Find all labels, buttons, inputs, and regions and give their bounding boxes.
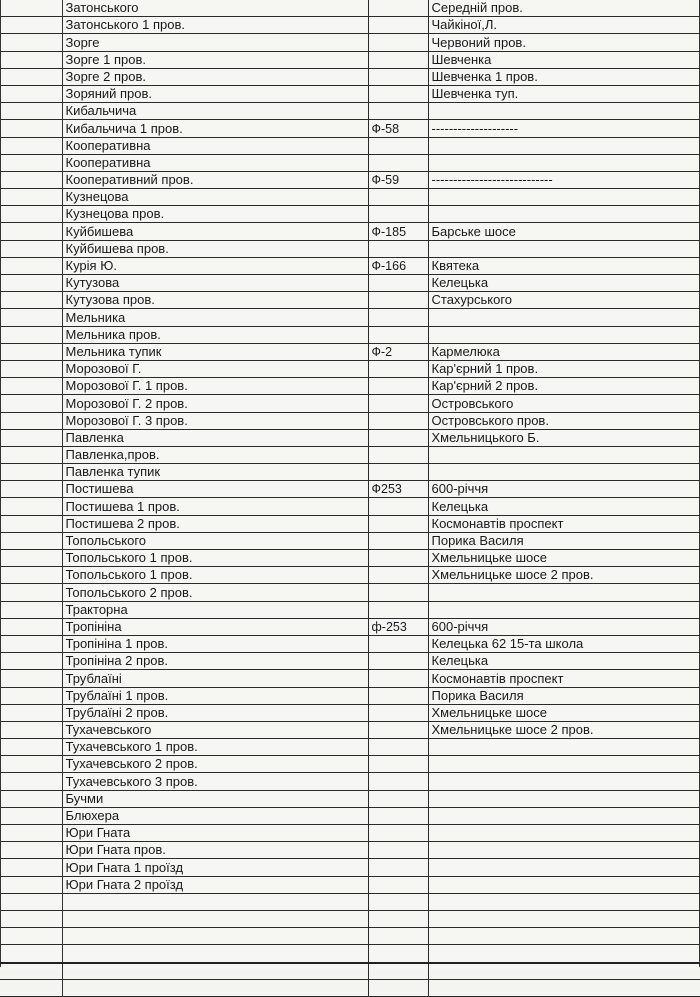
street-name-cell: Кооперативна — [62, 154, 368, 171]
table-row — [0, 584, 700, 601]
code-cell: Ф-58 — [368, 120, 428, 137]
row-number-cell — [0, 378, 62, 395]
table-row — [0, 601, 700, 618]
table-row — [0, 704, 700, 721]
linked-street-cell: Хмельницьке шосе — [428, 550, 700, 567]
code-cell: ф-253 — [368, 618, 428, 635]
street-name-cell: Затонського 1 пров. — [62, 17, 368, 34]
row-number-cell — [0, 653, 62, 670]
table-row — [0, 137, 700, 154]
code-cell — [368, 103, 428, 120]
code-cell — [368, 446, 428, 463]
table-row — [0, 309, 700, 326]
table-row — [0, 825, 700, 842]
linked-street-cell — [428, 825, 700, 842]
linked-street-cell: -------------------- — [428, 120, 700, 137]
linked-street-cell: Келецька — [428, 498, 700, 515]
linked-street-cell: Середній пров. — [428, 0, 700, 17]
row-number-cell — [0, 635, 62, 652]
table-row — [0, 378, 700, 395]
table-row — [0, 756, 700, 773]
linked-street-cell — [428, 807, 700, 824]
code-cell — [368, 807, 428, 824]
table-row — [0, 257, 700, 274]
street-name-cell: Зорге 1 пров. — [62, 51, 368, 68]
linked-street-cell — [428, 601, 700, 618]
code-cell — [368, 842, 428, 859]
row-number-cell — [0, 928, 62, 945]
row-number-cell — [0, 618, 62, 635]
table-row — [0, 395, 700, 412]
linked-street-cell — [428, 928, 700, 945]
row-number-cell — [0, 223, 62, 240]
street-name-cell: Тухачевського — [62, 721, 368, 738]
table-row — [0, 670, 700, 687]
street-name-cell: Постишева 1 пров. — [62, 498, 368, 515]
table-row — [0, 910, 700, 927]
row-number-cell — [0, 962, 62, 979]
linked-street-cell: Червоний пров. — [428, 34, 700, 51]
row-number-cell — [0, 876, 62, 893]
table-row — [0, 464, 700, 481]
code-cell — [368, 704, 428, 721]
linked-street-cell — [428, 326, 700, 343]
row-number-cell — [0, 103, 62, 120]
code-cell — [368, 412, 428, 429]
linked-street-cell: Кар'єрний 1 пров. — [428, 360, 700, 377]
linked-street-cell: Шевченка 1 пров. — [428, 68, 700, 85]
table-row — [0, 292, 700, 309]
code-cell — [368, 550, 428, 567]
code-cell — [368, 532, 428, 549]
code-cell — [368, 773, 428, 790]
linked-street-cell — [428, 979, 700, 996]
table-row — [0, 790, 700, 807]
linked-street-cell — [428, 137, 700, 154]
street-name-cell: Мельника — [62, 309, 368, 326]
code-cell — [368, 825, 428, 842]
linked-street-cell: Хмельницьке шосе 2 пров. — [428, 721, 700, 738]
row-number-cell — [0, 584, 62, 601]
code-cell — [368, 601, 428, 618]
row-number-cell — [0, 790, 62, 807]
code-cell — [368, 275, 428, 292]
row-number-cell — [0, 0, 62, 17]
table-row — [0, 223, 700, 240]
table-row — [0, 945, 700, 962]
row-number-cell — [0, 515, 62, 532]
street-name-cell: Куйбишева пров. — [62, 240, 368, 257]
code-cell — [368, 0, 428, 17]
code-cell — [368, 34, 428, 51]
code-cell: Ф253 — [368, 481, 428, 498]
street-name-cell: Тропініна — [62, 618, 368, 635]
linked-street-cell — [428, 739, 700, 756]
row-number-cell — [0, 979, 62, 996]
bottom-rule — [0, 962, 700, 964]
linked-street-cell — [428, 876, 700, 893]
linked-street-cell — [428, 910, 700, 927]
linked-street-cell: Квятека — [428, 257, 700, 274]
street-name-cell: Топольського 1 пров. — [62, 550, 368, 567]
row-number-cell — [0, 343, 62, 360]
row-number-cell — [0, 85, 62, 102]
code-cell — [368, 378, 428, 395]
linked-street-cell: Островського пров. — [428, 412, 700, 429]
row-number-cell — [0, 825, 62, 842]
table-row — [0, 550, 700, 567]
code-cell — [368, 515, 428, 532]
row-number-cell — [0, 154, 62, 171]
street-name-cell: Топольського 2 пров. — [62, 584, 368, 601]
linked-street-cell — [428, 842, 700, 859]
street-name-cell: Павленка,пров. — [62, 446, 368, 463]
code-cell — [368, 653, 428, 670]
code-cell — [368, 584, 428, 601]
linked-street-cell: 600-річчя — [428, 481, 700, 498]
table-row — [0, 34, 700, 51]
street-name-cell: Зоряний пров. — [62, 85, 368, 102]
code-cell — [368, 309, 428, 326]
table-row — [0, 429, 700, 446]
row-number-cell — [0, 395, 62, 412]
linked-street-cell: 600-річчя — [428, 618, 700, 635]
linked-street-cell: Келецька — [428, 653, 700, 670]
code-cell — [368, 240, 428, 257]
code-cell — [368, 962, 428, 979]
street-name-cell: Морозової Г. — [62, 360, 368, 377]
street-name-cell: Морозової Г. 2 пров. — [62, 395, 368, 412]
linked-street-cell — [428, 790, 700, 807]
street-name-cell: Тухачевського 3 пров. — [62, 773, 368, 790]
table-row — [0, 859, 700, 876]
code-cell — [368, 739, 428, 756]
linked-street-cell: Хмельницького Б. — [428, 429, 700, 446]
code-cell — [368, 721, 428, 738]
street-name-cell: Кузнецова пров. — [62, 206, 368, 223]
table-row — [0, 240, 700, 257]
linked-street-cell: Чайкіної,Л. — [428, 17, 700, 34]
linked-street-cell: Хмельницьке шосе — [428, 704, 700, 721]
street-name-cell — [62, 928, 368, 945]
row-number-cell — [0, 429, 62, 446]
table-row — [0, 0, 700, 17]
row-number-cell — [0, 275, 62, 292]
table-row — [0, 51, 700, 68]
row-number-cell — [0, 893, 62, 910]
row-number-cell — [0, 687, 62, 704]
street-name-cell: Павленка — [62, 429, 368, 446]
table-row — [0, 412, 700, 429]
table-row — [0, 928, 700, 945]
street-name-cell: Зорге — [62, 34, 368, 51]
street-name-cell: Юри Гната пров. — [62, 842, 368, 859]
code-cell — [368, 756, 428, 773]
row-number-cell — [0, 292, 62, 309]
street-name-cell: Кутузова пров. — [62, 292, 368, 309]
code-cell — [368, 326, 428, 343]
linked-street-cell — [428, 859, 700, 876]
table-row — [0, 653, 700, 670]
table-row — [0, 326, 700, 343]
code-cell — [368, 429, 428, 446]
street-name-cell: Затонського — [62, 0, 368, 17]
street-name-cell: Мельника пров. — [62, 326, 368, 343]
table-row — [0, 275, 700, 292]
linked-street-cell: Шевченка туп. — [428, 85, 700, 102]
linked-street-cell — [428, 309, 700, 326]
street-name-cell: Постишева 2 пров. — [62, 515, 368, 532]
code-cell — [368, 928, 428, 945]
row-number-cell — [0, 773, 62, 790]
table-row — [0, 893, 700, 910]
linked-street-cell — [428, 189, 700, 206]
row-number-cell — [0, 189, 62, 206]
table-row — [0, 635, 700, 652]
code-cell — [368, 51, 428, 68]
code-cell — [368, 859, 428, 876]
table-row — [0, 567, 700, 584]
row-number-cell — [0, 51, 62, 68]
row-number-cell — [0, 240, 62, 257]
street-name-cell: Тухачевського 1 пров. — [62, 739, 368, 756]
street-name-cell: Зорге 2 пров. — [62, 68, 368, 85]
code-cell — [368, 154, 428, 171]
street-name-cell — [62, 962, 368, 979]
code-cell — [368, 790, 428, 807]
linked-street-cell — [428, 893, 700, 910]
code-cell — [368, 945, 428, 962]
code-cell — [368, 292, 428, 309]
street-name-cell: Тропініна 2 пров. — [62, 653, 368, 670]
table-row — [0, 68, 700, 85]
table-row — [0, 807, 700, 824]
linked-street-cell — [428, 945, 700, 962]
row-number-cell — [0, 807, 62, 824]
street-name-cell: Юри Гната 2 проїзд — [62, 876, 368, 893]
row-number-cell — [0, 412, 62, 429]
linked-street-cell — [428, 154, 700, 171]
code-cell — [368, 395, 428, 412]
row-number-cell — [0, 842, 62, 859]
street-name-cell: Топольського 1 пров. — [62, 567, 368, 584]
linked-street-cell: Порика Василя — [428, 532, 700, 549]
table-row — [0, 618, 700, 635]
table-row — [0, 979, 700, 996]
code-cell — [368, 979, 428, 996]
street-name-cell: Куйбишева — [62, 223, 368, 240]
code-cell — [368, 68, 428, 85]
linked-street-cell: Шевченка — [428, 51, 700, 68]
row-number-cell — [0, 17, 62, 34]
row-number-cell — [0, 910, 62, 927]
table-row — [0, 842, 700, 859]
code-cell — [368, 635, 428, 652]
row-number-cell — [0, 360, 62, 377]
linked-street-cell — [428, 446, 700, 463]
row-number-cell — [0, 859, 62, 876]
street-name-cell: Трублаїні — [62, 670, 368, 687]
row-number-cell — [0, 257, 62, 274]
table-row — [0, 85, 700, 102]
linked-street-cell: Хмельницьке шосе 2 пров. — [428, 567, 700, 584]
code-cell — [368, 464, 428, 481]
table-row — [0, 962, 700, 979]
linked-street-cell: Стахурського — [428, 292, 700, 309]
row-number-cell — [0, 704, 62, 721]
code-cell — [368, 687, 428, 704]
table-row — [0, 532, 700, 549]
row-number-cell — [0, 446, 62, 463]
table-row — [0, 515, 700, 532]
code-cell — [368, 137, 428, 154]
row-number-cell — [0, 120, 62, 137]
row-number-cell — [0, 739, 62, 756]
row-number-cell — [0, 326, 62, 343]
table-row — [0, 739, 700, 756]
row-number-cell — [0, 721, 62, 738]
code-cell: Ф-185 — [368, 223, 428, 240]
row-number-cell — [0, 567, 62, 584]
row-number-cell — [0, 309, 62, 326]
table-row — [0, 360, 700, 377]
street-name-cell: Тракторна — [62, 601, 368, 618]
row-number-cell — [0, 481, 62, 498]
row-number-cell — [0, 206, 62, 223]
street-name-cell: Кооперативний пров. — [62, 171, 368, 188]
code-cell: Ф-166 — [368, 257, 428, 274]
row-number-cell — [0, 756, 62, 773]
table-row — [0, 481, 700, 498]
street-name-cell: Кибальчича — [62, 103, 368, 120]
row-number-cell — [0, 464, 62, 481]
row-number-cell — [0, 34, 62, 51]
linked-street-cell — [428, 464, 700, 481]
table-row — [0, 189, 700, 206]
table-row — [0, 154, 700, 171]
table-row — [0, 687, 700, 704]
table-row — [0, 120, 700, 137]
code-cell — [368, 670, 428, 687]
street-name-cell: Мельника тупик — [62, 343, 368, 360]
linked-street-cell — [428, 206, 700, 223]
table-row — [0, 498, 700, 515]
linked-street-cell: Порика Василя — [428, 687, 700, 704]
street-name-cell: Тухачевського 2 пров. — [62, 756, 368, 773]
linked-street-cell: Келецька — [428, 275, 700, 292]
row-number-cell — [0, 498, 62, 515]
code-cell — [368, 189, 428, 206]
street-name-cell: Юри Гната 1 проїзд — [62, 859, 368, 876]
code-cell — [368, 206, 428, 223]
row-number-cell — [0, 945, 62, 962]
row-number-cell — [0, 171, 62, 188]
linked-street-cell: Кармелюка — [428, 343, 700, 360]
linked-street-cell: Барське шосе — [428, 223, 700, 240]
table-row — [0, 103, 700, 120]
linked-street-cell: Космонавтів проспект — [428, 670, 700, 687]
code-cell — [368, 498, 428, 515]
code-cell — [368, 567, 428, 584]
linked-street-cell: Островського — [428, 395, 700, 412]
code-cell — [368, 360, 428, 377]
code-cell — [368, 85, 428, 102]
table-row — [0, 773, 700, 790]
street-name-cell: Бучми — [62, 790, 368, 807]
street-name-cell: Трублаїні 2 пров. — [62, 704, 368, 721]
linked-street-cell — [428, 756, 700, 773]
table-row — [0, 17, 700, 34]
street-name-cell: Постишева — [62, 481, 368, 498]
row-number-cell — [0, 670, 62, 687]
code-cell — [368, 893, 428, 910]
linked-street-cell: Келецька 62 15-та школа — [428, 635, 700, 652]
street-name-cell — [62, 893, 368, 910]
street-name-cell — [62, 910, 368, 927]
code-cell — [368, 910, 428, 927]
table-row — [0, 721, 700, 738]
street-name-cell — [62, 945, 368, 962]
street-name-cell: Кибальчича 1 пров. — [62, 120, 368, 137]
street-name-cell: Кутузова — [62, 275, 368, 292]
linked-street-cell: Кар'єрний 2 пров. — [428, 378, 700, 395]
linked-street-cell — [428, 584, 700, 601]
street-name-cell: Тропініна 1 пров. — [62, 635, 368, 652]
linked-street-cell — [428, 962, 700, 979]
table-row — [0, 876, 700, 893]
linked-street-cell — [428, 773, 700, 790]
code-cell — [368, 876, 428, 893]
table-row — [0, 206, 700, 223]
table-row — [0, 446, 700, 463]
linked-street-cell: Космонавтів проспект — [428, 515, 700, 532]
table-row — [0, 171, 700, 188]
linked-street-cell — [428, 240, 700, 257]
linked-street-cell: ---------------------------- — [428, 171, 700, 188]
row-number-cell — [0, 601, 62, 618]
street-name-cell: Кооперативна — [62, 137, 368, 154]
street-name-cell: Юри Гната — [62, 825, 368, 842]
code-cell: Ф-2 — [368, 343, 428, 360]
row-number-cell — [0, 137, 62, 154]
code-cell — [368, 17, 428, 34]
street-name-cell: Курія Ю. — [62, 257, 368, 274]
street-name-cell: Морозової Г. 1 пров. — [62, 378, 368, 395]
street-name-cell: Трублаїні 1 пров. — [62, 687, 368, 704]
street-name-cell: Павленка тупик — [62, 464, 368, 481]
row-number-cell — [0, 68, 62, 85]
table-row — [0, 343, 700, 360]
street-name-cell: Кузнецова — [62, 189, 368, 206]
linked-street-cell — [428, 103, 700, 120]
row-number-cell — [0, 532, 62, 549]
street-name-cell — [62, 979, 368, 996]
street-name-cell: Морозової Г. 3 пров. — [62, 412, 368, 429]
street-name-cell: Блюхера — [62, 807, 368, 824]
code-cell: Ф-59 — [368, 171, 428, 188]
row-number-cell — [0, 550, 62, 567]
street-name-cell: Топольського — [62, 532, 368, 549]
